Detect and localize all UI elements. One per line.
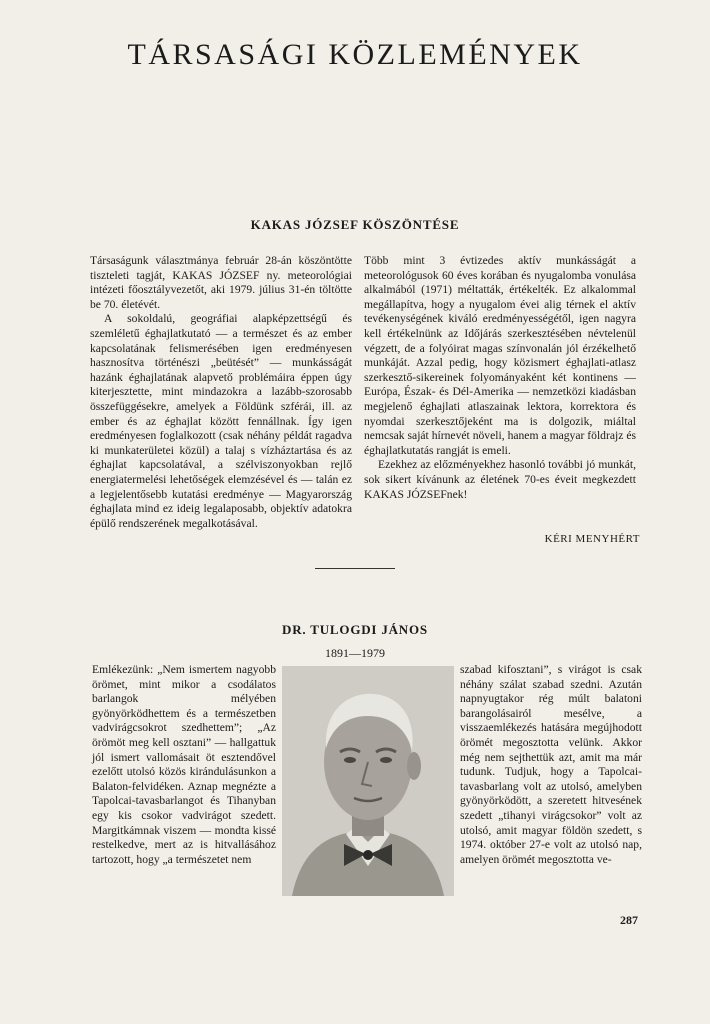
page-number: 287 [620, 913, 638, 927]
obituary-column-left [92, 663, 276, 867]
article-paragraph: Több mint 3 évtizedes aktív munkásságát a meteorológusok 60 éves korában és nyugalomba vonulása alkalmából (1971) méltatták, értékelték. Ez alkalommal megállapítva, hogy a nyugalom évei alig térnek el aktív tevékenységének kiváló eredményességétől, igen nagyra kell értékelnünk az Időjárás szerkesztésében névtelenül végzett, de a folyóirat magas színvonalán jól érzékelhető munkáját. Azzal pedig, hogy közismert éghajlati-atlasz szerkesztő-sikereinek folyományaként két kontinens — Európa, Észak- és Dél-Amerika — nemzetközi kiadásban megjelenő éghajlati atlaszainak lektora, korrektora és nyomdai szerkesztőjeként ma is dolgozik, miáltal nemcsak saját hírnevét növeli, hanem a magyar földrajz és éghajlatkutatás rangját is emeli. [364, 254, 636, 457]
obituary-text: szabad kifosztani”, s virágot is csak néhány szálat szabad szedni. Azután napnyugtakor rég múlt balatoni barangolásairól mesélve, a visszaemlékezés hatására megújhodott örömét megosztotta velünk. Akkor még nem sejthettük azt, amit ma már tudunk. Tudjuk, hogy a Tapolcai-tavasbarlang volt az utolsó, amelyben gyönyörködött, a szeretett hitvesének szedett „tihanyi virágcsokor” volt az utolsó, amit magyar földön szedett, s 1974. október 27-e volt az utolsó nap, amelyen örömét megosztotta ve- [460, 663, 642, 866]
portrait-photo [282, 666, 454, 896]
article-paragraph: Társaságunk választmánya február 28-án köszöntötte tiszteleti tagját, KAKAS JÓZSEF ny. meteorológiai intézeti főosztályvezetőt, aki 1979. július 31-én töltötte be 70. életévét. [90, 254, 352, 311]
page-header-title: TÁRSASÁGI KÖZLEMÉNYEK [127, 38, 583, 71]
obituary-years: 1891—1979 [325, 646, 385, 660]
author-signature: KÉRI MENYHÉRT [544, 533, 640, 545]
article-column-left [90, 254, 352, 531]
portrait-illustration [282, 666, 454, 896]
obituary-text: Emlékezünk: „Nem ismertem nagyobb örömet, mint mikor a csodálatos barlangok mélyében gyönyörködhettem és a természetben vadvirágcsokrot szedhettem”; „Az örömöt meg kell osztani” — hallgattuk jól ismert vallomásait öt esztendővel ezelőtt utolsó közös kirándulásunkon a Balaton-felvidéken. Aznap megnézte a Tapolcai-tavasbarlangot és Tihanyban egy kis csokor vadvirágot szedett. Margitkámnak viszem — mondta kissé restelkedve, mert az is hitvallásához tartozott, hogy „a természetet nem [92, 663, 276, 866]
article-paragraph: A sokoldalú, geográfiai alapképzettségű és szemléletű éghajlatkutató — a természet és az ember kapcsolatának felismerésében igen eredményesen hasznosítva történészi „beütését” — munkásságát hazánk éghajlatának alapvető problémáira éppen úgy kiterjesztette, mint mindazokra a lazább-szorosabb összefüggésekre, amelyek a Földünk szférái, ill. az ember és az éghajlat között fennállnak. Így igen eredményesen foglalkozott (csak néhány példát ragadva ki munkaterületei közül) a talaj s vízháztartása és az éghajlat kapcsolatával, a szélviszonyokban rejlő energiatermelési lehetőségek elemzésével és — talán ez a legjelentősebb kutatási eredménye — Magyarország éghajlata mind ez ideig legalaposabb, objektív adatokra épülő rendszerének megalkotásával. [90, 312, 352, 530]
section-title: KAKAS JÓZSEF KÖSZÖNTÉSE [250, 217, 460, 232]
article-paragraph: Ezekhez az előzményekhez hasonló további jó munkát, sok sikert kívánunk az életének 70-es éveit megkezdett KAKAS JÓZSEFnek! [364, 458, 636, 501]
article-column-right [364, 254, 636, 502]
section-divider [315, 568, 395, 569]
obituary-column-right [460, 663, 642, 867]
obituary-title: DR. TULOGDI JÁNOS [282, 622, 428, 637]
